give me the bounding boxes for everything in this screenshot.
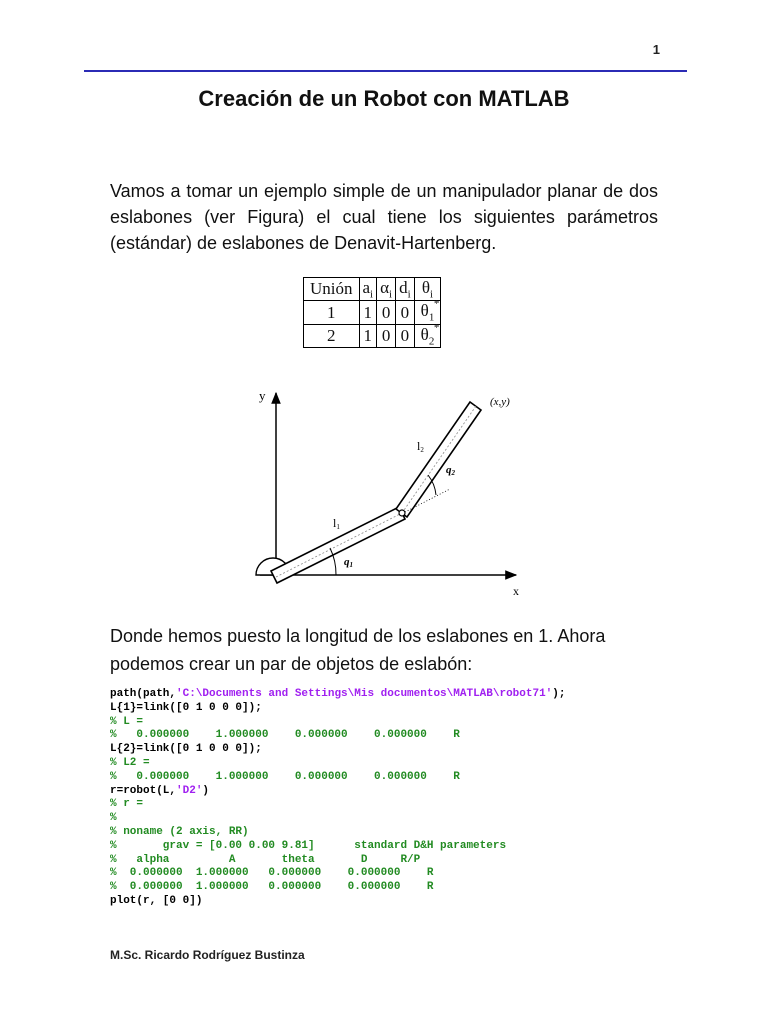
page-number: 1 [652,42,660,57]
cell-d: 0 [396,324,415,347]
code-line [110,867,670,881]
code-comment: % grav = [0.00 0.00 9.81] standard D&H parameters [110,839,507,852]
code-text: ) [202,784,210,797]
link-1-label: l1 [333,516,340,531]
code-line [110,881,670,895]
header-a: $a_i$ [359,278,377,301]
cell-a: 1 [359,301,377,324]
code-line [110,840,670,854]
footer-author: M.Sc. Ricardo Rodríguez Bustinza [110,948,305,962]
manipulator-figure [250,385,540,605]
code-line [110,688,670,702]
code-line [110,771,670,785]
code-line [110,826,670,840]
cell-joint: 2 [304,324,360,347]
code-comment: % r = [110,798,144,811]
cell-d: 0 [396,301,415,324]
elbow-joint [399,510,405,516]
code-text: ); [552,688,566,700]
code-line [110,757,670,771]
cell-alpha: 0 [377,324,396,347]
link-1 [271,507,405,583]
header-d: $d_i$ [396,278,415,301]
cell-joint: 1 [304,301,360,324]
code-text: r=robot(L, [110,784,177,797]
code-text: L{2}=link([0 1 0 0 0]); [110,743,262,756]
dh-parameters-table [303,277,441,348]
table-row [304,324,441,347]
code-comment: % noname (2 axis, RR) [110,825,249,838]
cell-theta: $\theta_1$ * [414,301,441,324]
matlab-code-block [110,688,670,909]
code-line [110,729,670,743]
code-line [110,798,670,812]
intro-paragraph: Vamos a tomar un ejemplo simple de un manipulador planar de dos eslabones (ver Figura) el cual tiene los siguientes parámetros (estándar) de eslabones de Denavit-Hartenberg. [110,181,658,253]
table-header-row [304,278,441,301]
code-comment: % 0.000000 1.000000 0.000000 0.000000 R [110,881,434,894]
code-line [110,702,670,716]
angle-q1-label: q1 [344,556,353,569]
code-line [110,895,670,909]
header-rule [84,70,687,72]
code-line [110,854,670,868]
angle-q2-label: q2 [446,464,455,477]
code-comment: % 0.000000 1.000000 0.000000 0.000000 R [110,770,460,783]
code-comment: % 0.000000 1.000000 0.000000 0.000000 R [110,867,434,880]
cell-alpha: 0 [377,301,396,324]
cell-a: 1 [359,324,377,347]
code-comment: % 0.000000 1.000000 0.000000 0.000000 R [110,729,460,742]
code-comment: % alpha A theta D R/P [110,853,421,866]
table-row [304,301,441,324]
code-line [110,812,670,826]
code-comment: % L2 = [110,756,150,769]
link-2-label: l2 [417,439,424,454]
second-paragraph: Donde hemos puesto la longitud de los eslabones en 1. Ahora podemos crear un par de objetos de eslabón: [110,626,606,674]
header-theta: $\theta_i$ [414,278,441,301]
code-line [110,785,670,799]
code-string: 'D2' [176,784,203,797]
code-comment: % L = [110,715,144,728]
code-line [110,716,670,730]
x-axis-label: x [513,584,519,598]
link-2 [396,402,481,517]
document-title: Creación de un Robot con MATLAB [198,86,570,111]
header-alpha: $\alpha_i$ [377,278,396,301]
code-line [110,743,670,757]
code-comment: % [110,812,117,825]
cell-theta: $\theta_2$ * [414,324,441,347]
code-text: L{1}=link([0 1 0 0 0]); [110,701,262,714]
header-joint: Unión [304,278,360,301]
y-axis-label: y [259,388,266,403]
code-text: plot(r, [0 0]) [110,894,203,907]
code-string: 'C:\Documents and Settings\Mis documentos\MATLAB\robot71' [176,688,553,700]
end-effector-label: (x,y) [490,396,510,408]
code-text: path(path, [110,688,177,700]
